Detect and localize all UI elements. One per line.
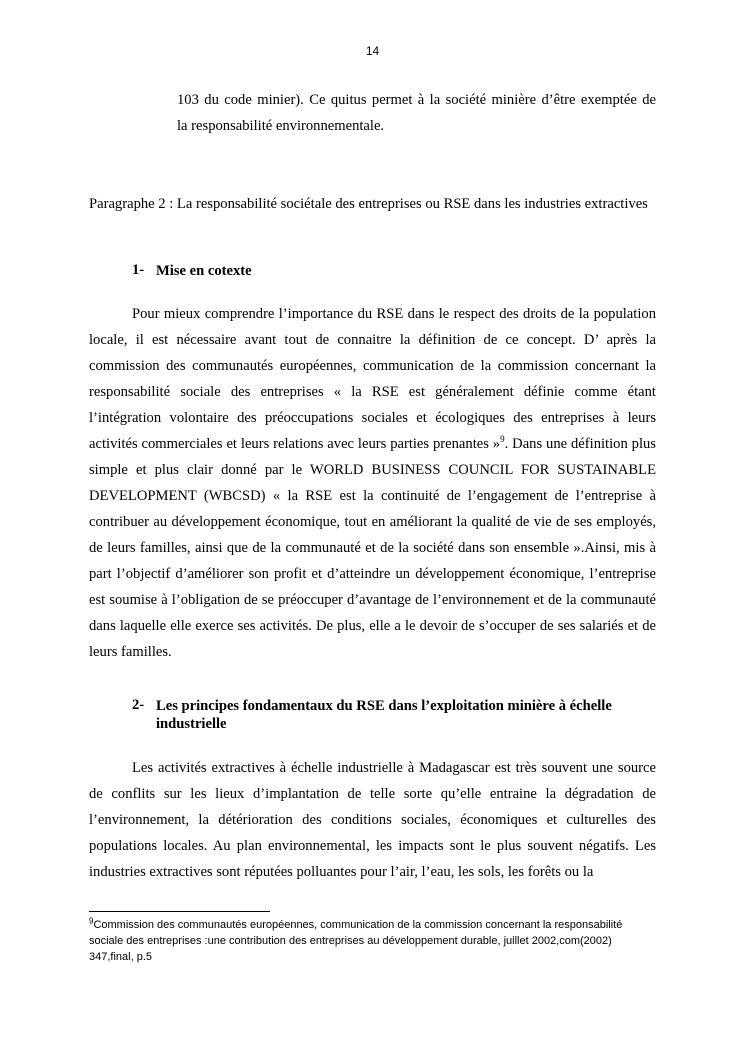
- continuation-line-1: 103 du code minier). Ce quitus permet à la société minière d’être exemptée de: [177, 92, 656, 108]
- continuation-text: [177, 87, 656, 139]
- section-2-number: 2-: [132, 697, 145, 713]
- footnote-separator: [89, 911, 270, 912]
- section-1-title: Mise en cotexte: [156, 263, 252, 279]
- footnote-reference: 9: [500, 434, 505, 445]
- paragraph-heading: Paragraphe 2 : La responsabilité sociétale des entreprises ou RSE dans les industries extractives: [89, 196, 648, 212]
- section-2-title: Les principes fondamentaux du RSE dans l’exploitation minière à échelle industrielle: [156, 698, 612, 732]
- section-1-body-text: Pour mieux comprendre l’importance du RSE dans le respect des droits de la population locale, il est nécessaire avant tout de connaitre la définition de ce concept. D’ après la commission des communautés européennes, communication de la commission concernant la responsabilité sociale des entreprises « la RSE est généralement définie comme étant l’intégration volontaire des préoccupations sociales et écologiques des entreprises à leurs activités commerciales et leurs relations avec leurs parties prenantes »: [89, 306, 656, 452]
- section-1-body: [89, 301, 656, 665]
- footnote: [89, 917, 649, 965]
- footnote-text: Commission des communautés européennes, communication de la commission concernant la responsabilité sociale des entreprises :une contribution des entreprises au développement durable, juillet 2002,com(2002) 347,final, p.5: [89, 919, 623, 963]
- section-1-number: 1-: [132, 262, 145, 278]
- page-number: 14: [365, 44, 380, 58]
- footnote-marker: 9: [89, 916, 94, 926]
- section-2-body: Les activités extractives à échelle industrielle à Madagascar est très souvent une source de conflits sur les lieux d’implantation de telle sorte qu’elle entraine la dégradation de l’environnement, la détérioration des conditions sociales, économiques et culturelles des populations locales. Au plan environnemental, les impacts sont le plus souvent négatifs. Les industries extractives sont réputées polluantes pour l’air, l’eau, les sols, les forêts ou la: [89, 760, 656, 880]
- section-1-body-continued: . Dans une définition plus simple et plus clair donné par le WORLD BUSINESS COUNCIL FOR SUSTAINABLE DEVELOPMENT (WBCSD) « la RSE est la continuité de l’engagement de l’entreprise à contribuer au développement économique, tout en améliorant la qualité de vie de ses employés, de leurs familles, ainsi que de la communauté et de la société dans son ensemble ».Ainsi, mis à part l’objectif d’améliorer son profit et d’atteindre un développement économique, l’entreprise est soumise à l’obligation de se préoccuper d’avantage de l’environnement et de la communauté dans laquelle elle exerce ses activités. De plus, elle a le devoir de s’occuper de ses salariés et de leurs familles.: [89, 436, 656, 660]
- continuation-line-2: la responsabilité environnementale.: [177, 118, 385, 134]
